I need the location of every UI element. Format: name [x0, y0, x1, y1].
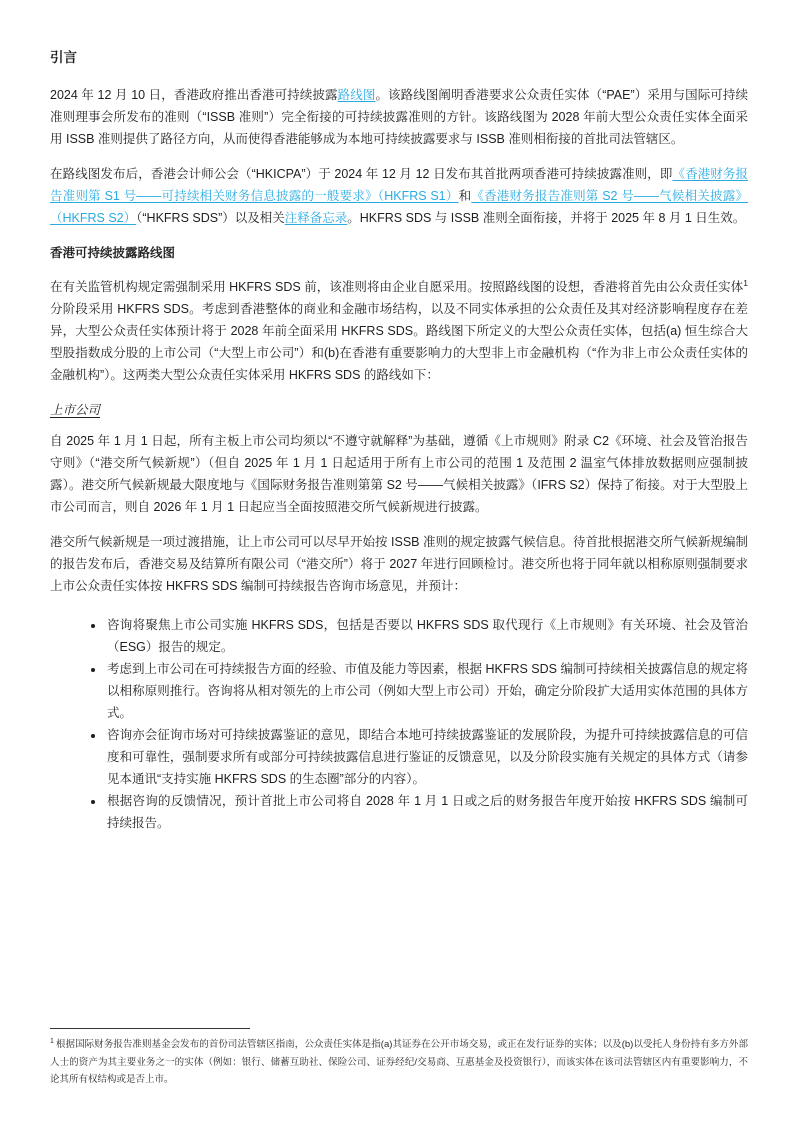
text-run: 和 [458, 189, 472, 203]
bullet-item: • 考虑到上市公司在可持续报告方面的经验、市值及能力等因素，根据 HKFRS SDS 编制可持续相关披露信息的规定将以相称原则推行。咨询将从相对领先的上市公司（例如大型上市公司）开始，确定分阶段扩大适用实体范围的具体方式。 [105, 658, 748, 724]
inline-link[interactable]: 《香港财务报告准则第 S2 号——气候相关披露》（HKFRS S2） [50, 189, 748, 225]
text-run: 分阶段采用 HKFRS SDS。考虑到香港整体的商业和金融市场结构，以及不同实体承担的公众责任及其对经济影响程度存在差异，大型公众责任实体预计将于 2028 年前全面采用 HKFRS SDS。路线图下所定义的大型公众责任实体，包括(a) 恒生综合大型股指数成分股的上市公司（“大型上市公司”）和(b)在香港有重要影响力的大型非上市金融机构（“作为非上市公众责任实体的金融机构”）。这两类大型公众责任实体采用 HKFRS SDS 的路线如下： [50, 302, 748, 382]
intro-paragraph-2 [50, 163, 748, 229]
text-run: 。该路线图阐明香港要求公众责任实体（“PAE”）采用与国际可持续准则理事会所发布的准则（“ISSB 准则”）完全衔接的可持续披露准则的方针。该路线图为 2028 年前大型公众责任实体全面采用 ISSB 准则提供了路径方向，从而使得香港能够成为本地可持续披露要求与 ISSB 准则相衔接的首批司法管辖区。 [50, 88, 748, 146]
text-run: 在有关监管机构规定需强制采用 HKFRS SDS 前，该准则将由企业自愿采用。按照路线图的设想，香港将首先由公众责任实体 [50, 280, 744, 294]
footnote-separator [50, 1028, 250, 1029]
listed-paragraph-1: 自 2025 年 1 月 1 日起，所有主板上市公司均须以“不遵守就解释”为基础，遵循《上市规则》附录 C2《环境、社会及管治报告守则》（“港交所气候新规”）（但自 2025 年 1 月 1 日起适用于所有上市公司的范围 1 及范围 2 温室气体排放数据则应强制披露）。港交所气候新规最大限度地与《国际财务报告准则第第 S2 号——气候相关披露》（IFRS S2）保持了衔接。对于大型股上市公司而言，则自 2026 年 1 月 1 日起应当全面按照港交所气候新规进行披露。 [50, 434, 748, 514]
listed-paragraph-2: 港交所气候新规是一项过渡措施，让上市公司可以尽早开始按 ISSB 准则的规定披露气候信息。待首批根据港交所气候新规编制的报告发布后，香港交易及结算所有限公司（“港交所”）将于 2027 年进行回顾检讨。港交所也将于同年就以相称原则强制要求上市公众责任实体按 HKFRS SDS 编制可持续报告咨询市场意见，并预计： [50, 535, 748, 593]
footnote-text [50, 1036, 748, 1089]
bullet-item: • 咨询将聚焦上市公司实施 HKFRS SDS，包括是否要以 HKFRS SDS 取代现行《上市规则》有关环境、社会及管治（ESG）报告的规定。 [105, 614, 748, 658]
text-run: 在路线图发布后，香港会计师公会（“HKICPA”）于 2024 年 12 月 12 日发布其首批两项香港可持续披露准则，即 [50, 167, 673, 181]
intro-paragraph-1 [50, 84, 748, 150]
bullet-item: • 根据咨询的反馈情况，预计首批上市公司将自 2028 年 1 月 1 日或之后的财务报告年度开始按 HKFRS SDS 编制可持续报告。 [105, 790, 748, 834]
footnote-body: 根据国际财务报告准则基金会发布的首份司法管辖区指南，公众责任实体是指(a)其证券在公开市场交易，或正在发行证券的实体；以及(b)以受托人身份持有多方外部人士的资产为其主要业务之一的实体（例如：银行、储蓄互助社、保险公司、证券经纪/交易商、互惠基金及投资银行），而该实体在该司法管辖区内有重要影响力，不论其所有权结构或是否上市。 [50, 1039, 748, 1085]
inline-link[interactable]: 《香港财务报告准则第 S1 号——可持续相关财务信息披露的一般要求》（HKFRS S1） [50, 167, 748, 203]
bullet-item: • 咨询亦会征询市场对可持续披露鉴证的意见，即结合本地可持续披露鉴证的发展阶段，为提升可持续披露信息的可信度和可靠性，强制要求所有或部分可持续披露信息进行鉴证的反馈意见，以及分阶段实施有关规定的具体方式（请参见本通讯“支持实施 HKFRS SDS 的生态圈”部分的内容）。 [105, 724, 748, 790]
roadmap-section-heading: 香港可持续披露路线图 [50, 246, 176, 260]
inline-link[interactable]: 路线图 [337, 88, 376, 102]
roadmap-paragraph [50, 276, 748, 386]
intro-heading: 引言 [50, 50, 77, 65]
consultation-bullet-list [50, 614, 748, 834]
text-run: 。HKFRS SDS 与 ISSB 准则全面衔接，并将于 2025 年 8 月 1 日生效。 [347, 211, 746, 225]
footnote-ref: 1 [743, 277, 748, 288]
listed-companies-heading: 上市公司 [50, 403, 101, 417]
footnote-marker: 1 [50, 1037, 54, 1045]
inline-link[interactable]: 注释备忘录 [284, 211, 348, 225]
footnote [50, 1028, 748, 1089]
text-run: 2024 年 12 月 10 日，香港政府推出香港可持续披露 [50, 88, 338, 102]
text-run: （“HKFRS SDS”）以及相关 [136, 211, 285, 225]
